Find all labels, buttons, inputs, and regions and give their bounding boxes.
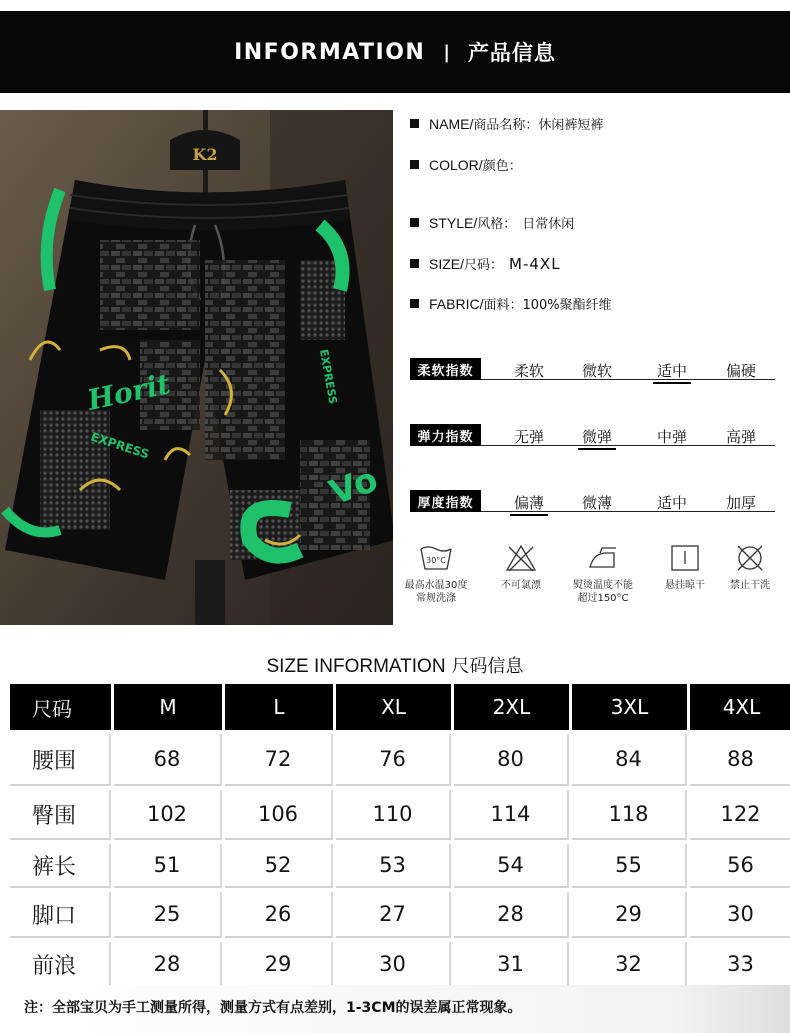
index-option: 柔软 [513, 362, 544, 380]
table-cell: 114 [454, 790, 569, 840]
table-row [10, 790, 790, 840]
table-cell: 88 [690, 734, 790, 786]
spec-style: STYLE/ 风格： 日常休闲 [410, 213, 574, 232]
table-cell: 29 [225, 942, 333, 988]
index-label: 厚度指数 [410, 490, 481, 512]
table-cell: 29 [572, 892, 687, 938]
index-option: 微软 [581, 362, 612, 380]
table-header-row [10, 684, 790, 730]
bullet-icon [410, 119, 419, 128]
care-hang-dry: 悬挂晾干 [645, 543, 725, 592]
hanger-tag-text: K2 [192, 145, 218, 164]
bullet-icon [410, 218, 419, 227]
iron-icon [586, 543, 620, 573]
table-cell: 68 [114, 734, 222, 786]
table-row [10, 892, 790, 938]
table-cell: 51 [114, 844, 222, 888]
table-cell: 31 [454, 942, 569, 988]
table-row-label: 裤长 [10, 844, 111, 888]
product-photo [0, 110, 393, 625]
elasticity-index [410, 424, 775, 450]
care-wash: 30°C 最高水温30度 常规洗涤 [396, 543, 476, 605]
care-iron: 熨烫温度不能 超过150°C [563, 543, 643, 605]
table-row [10, 734, 790, 786]
table-cell: 84 [572, 734, 687, 786]
thickness-index [410, 490, 775, 516]
print-text-vo: Vo [324, 459, 384, 514]
index-option: 加厚 [725, 494, 756, 512]
table-cell: 76 [336, 734, 451, 786]
shorts-illustration [0, 110, 393, 625]
table-cell: 54 [454, 844, 569, 888]
index-option-selected: 偏薄 [504, 492, 554, 513]
table-row-label: 前浪 [10, 942, 111, 988]
print-text-express-2: EXPRESS [317, 348, 340, 406]
table-cell: 55 [572, 844, 687, 888]
table-header-cell: 4XL [690, 684, 790, 730]
spec-size: SIZE/ 尺码： M-4XL [410, 254, 561, 273]
index-option: 中弹 [656, 428, 687, 446]
index-option: 适中 [656, 494, 687, 512]
table-header-cell: 2XL [454, 684, 569, 730]
svg-text:30°C: 30°C [426, 556, 446, 565]
index-option-selected: 微弹 [572, 426, 622, 447]
table-cell: 52 [225, 844, 333, 888]
header-title-cn: 产品信息 [467, 41, 556, 65]
index-option: 高弹 [725, 428, 756, 446]
table-row-label: 腰围 [10, 734, 111, 786]
print-text-horit: Horit [84, 367, 174, 417]
index-option: 微薄 [581, 494, 612, 512]
table-cell: 32 [572, 942, 687, 988]
no-bleach-icon [504, 543, 538, 573]
wash-30-icon [419, 543, 453, 573]
table-row [10, 844, 790, 888]
table-cell: 118 [572, 790, 687, 840]
measurement-note: 注：全部宝贝为手工测量所得，测量方式有点差别，1-3CM的误差属正常现象。 [24, 1000, 522, 1016]
spec-color: COLOR/ 颜色： [410, 155, 522, 174]
bullet-icon [410, 299, 419, 308]
table-header-cell: 尺码 [10, 684, 111, 730]
spec-fabric: FABRIC/ 面料： 100%聚酯纤维 [410, 294, 612, 313]
table-cell: 102 [114, 790, 222, 840]
header-title-en: INFORMATION [234, 39, 426, 65]
size-info-title: SIZE INFORMATION 尺码信息 [266, 656, 524, 677]
index-option: 无弹 [513, 428, 544, 446]
table-cell: 27 [336, 892, 451, 938]
softness-index [410, 358, 775, 384]
table-header-cell: 3XL [572, 684, 687, 730]
table-cell: 56 [690, 844, 790, 888]
header-banner [0, 11, 790, 93]
table-header-cell: M [114, 684, 222, 730]
no-dry-clean-icon [733, 543, 767, 573]
table-cell: 106 [225, 790, 333, 840]
table-row [10, 942, 790, 988]
care-no-bleach: 不可氯漂 [481, 543, 561, 592]
table-row-label: 脚口 [10, 892, 111, 938]
spec-name: NAME/ 商品名称： 休闲裤短裤 [410, 114, 603, 133]
table-cell: 25 [114, 892, 222, 938]
index-label: 柔软指数 [410, 358, 481, 380]
table-cell: 72 [225, 734, 333, 786]
table-cell: 110 [336, 790, 451, 840]
index-label: 弹力指数 [410, 424, 481, 446]
table-cell: 28 [454, 892, 569, 938]
print-text-express-1: EXPRESS [89, 429, 151, 462]
bullet-icon [410, 160, 419, 169]
table-cell: 122 [690, 790, 790, 840]
table-header-cell: XL [336, 684, 451, 730]
care-no-dry-clean: 禁止干洗 [710, 543, 790, 592]
table-cell: 28 [114, 942, 222, 988]
index-option: 偏硬 [725, 362, 756, 380]
hang-dry-icon [668, 543, 702, 573]
table-header-cell: L [225, 684, 333, 730]
table-cell: 30 [336, 942, 451, 988]
table-cell: 80 [454, 734, 569, 786]
table-cell: 33 [690, 942, 790, 988]
table-row-label: 臀围 [10, 790, 111, 840]
header-separator: | [443, 41, 450, 63]
table-cell: 53 [336, 844, 451, 888]
index-option-selected: 适中 [647, 360, 697, 381]
bullet-icon [410, 259, 419, 268]
table-cell: 30 [690, 892, 790, 938]
table-cell: 26 [225, 892, 333, 938]
